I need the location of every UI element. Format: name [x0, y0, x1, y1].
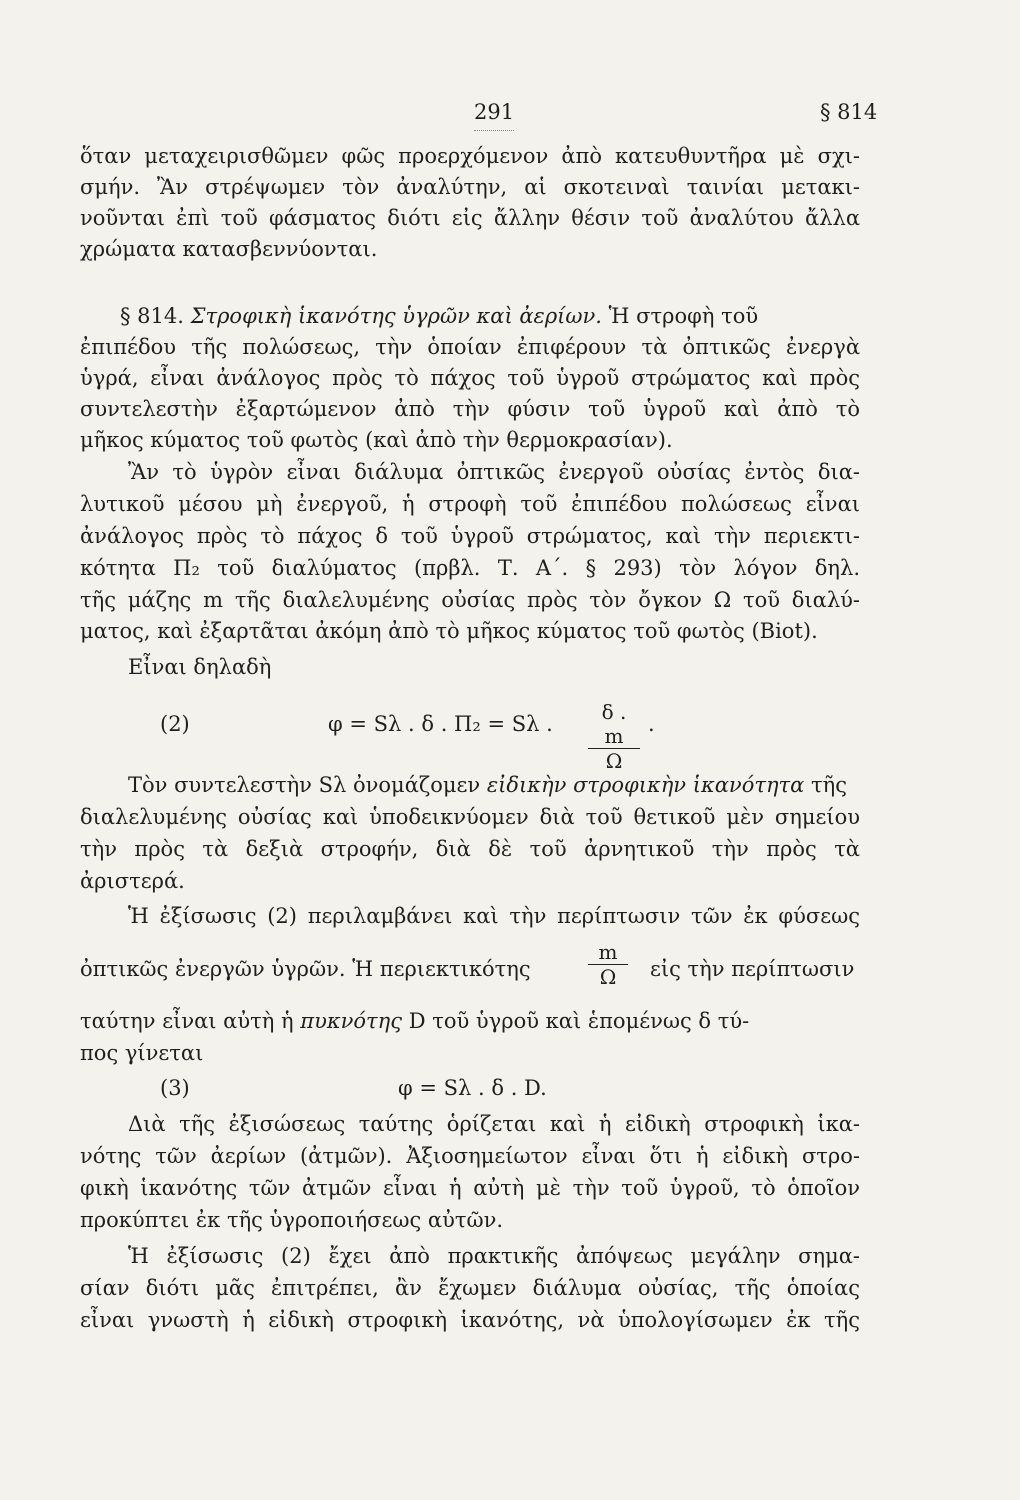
equation-end: . [648, 712, 655, 736]
equation-label: (2) [160, 712, 190, 736]
text-line: τῆς μάζης m τῆς διαλελυμένης οὐσίας πρὸς τὸν ὄγκον Ω τοῦ διαλύ- [80, 588, 860, 612]
text-line: Εἶναι δηλαδὴ [128, 655, 272, 679]
text-line: νοῦνται ἐπὶ τοῦ φάσματος διότι εἰς ἄλλην θέσιν τοῦ ἀναλύτου ἄλλα [80, 206, 860, 230]
text-line: ὀπτικῶς ἐνεργῶν ὑγρῶν. Ἡ περιεκτικότης [80, 957, 531, 981]
equation-label: (3) [160, 1076, 190, 1100]
text-line: νότης τῶν ἀερίων (ἀτμῶν). Ἀξιοσημείωτον εἶναι ὅτι ἡ εἰδικὴ στρο- [80, 1144, 860, 1168]
text-line: ἀριστερά. [80, 869, 185, 893]
text-line: ἀνάλογος πρὸς τὸ πάχος δ τοῦ ὑγροῦ στρώματος, καὶ τὴν περιεκτι- [80, 524, 860, 548]
text-line: ἐπιπέδου τῆς πολώσεως, τὴν ὁποίαν ἐπιφέρουν τὰ ὀπτικῶς ἐνεργὰ [80, 335, 860, 359]
italic-term: εἰδικὴν στροφικὴν ἱκανότητα [486, 773, 805, 797]
text-line: εἰς τὴν περίπτωσιν [650, 957, 855, 981]
text-line: Ἡ ἐξίσωσις (2) περιλαμβάνει καὶ τὴν περίπτωσιν τῶν ἐκ φύσεως [128, 904, 860, 928]
equation-2: φ = Sλ . δ . Π₂ = Sλ . [328, 712, 553, 736]
section-mark: § 814 [820, 100, 878, 124]
text-line: σμήν. Ἂν στρέψωμεν τὸν ἀναλύτην, αἱ σκοτειναὶ ταινίαι μετακι- [80, 175, 860, 199]
inline-fraction [588, 940, 628, 989]
equation-fraction [588, 700, 640, 773]
text-line: Διὰ τῆς ἐξισώσεως ταύτης ὁρίζεται καὶ ἡ εἰδικὴ στροφικὴ ἱκα- [128, 1112, 860, 1136]
text-line: τὴν πρὸς τὰ δεξιὰ στροφήν, διὰ δὲ τοῦ ἀρνητικοῦ τὴν πρὸς τὰ [80, 837, 860, 861]
text-line: συντελεστὴν ἐξαρτώμενον ἀπὸ τὴν φύσιν τοῦ ὑγροῦ καὶ ἀπὸ τὸ [80, 397, 860, 421]
section-title: Στροφικὴ ἱκανότης ὑγρῶν καὶ ἀερίων. [190, 304, 602, 328]
text-line: κότητα Π₂ τοῦ διαλύματος (πρβλ. Τ. Α΄. § 293) τὸν λόγον δηλ. [80, 556, 860, 580]
text-line: Ἂν τὸ ὑγρὸν εἶναι διάλυμα ὀπτικῶς ἐνεργοῦ οὐσίας ἐντὸς δια- [128, 460, 860, 484]
text-run: Ἡ στροφὴ τοῦ [608, 304, 759, 328]
text-line: χρώματα κατασβεννύονται. [80, 237, 378, 261]
fraction-denominator: Ω [605, 749, 623, 773]
section-heading-line [80, 302, 860, 330]
text-line: διαλελυμένης οὐσίας καὶ ὑποδεικνύομεν διὰ τοῦ θετικοῦ μὲν σημείου [80, 805, 860, 829]
text-line: μῆκος κύματος τοῦ φωτὸς (καὶ ἀπὸ τὴν θερμοκρασίαν). [80, 428, 673, 452]
text-line: εἶναι γνωστὴ ἡ εἰδικὴ στροφικὴ ἱκανότης, νὰ ὑπολογίσωμεν ἐκ τῆς [80, 1308, 860, 1332]
page-header [0, 100, 1020, 140]
text-line: Ἡ ἐξίσωσις (2) ἔχει ἀπὸ πρακτικῆς ἀπόψεως μεγάλην σημα- [128, 1244, 860, 1268]
fraction-denominator: Ω [599, 965, 617, 989]
text-line: φικὴ ἱκανότης τῶν ἀτμῶν εἶναι ἡ αὐτὴ μὲ τὴν τοῦ ὑγροῦ, τὸ ὁποῖον [80, 1176, 860, 1200]
text-run: D τοῦ ὑγροῦ καὶ ἑπομένως δ τύ- [408, 1009, 750, 1033]
text-line: πος γίνεται [80, 1041, 204, 1065]
italic-term: πυκνότης [300, 1009, 402, 1033]
text-line [128, 771, 860, 799]
text-line: λυτικοῦ μέσου μὴ ἐνεργοῦ, ἡ στροφὴ τοῦ ἐπιπέδου πολώσεως εἶναι [80, 492, 860, 516]
equation-3: φ = Sλ . δ . D. [398, 1076, 547, 1100]
text-run: τῆς [811, 773, 847, 797]
fraction-numerator: δ . m [588, 700, 640, 749]
page-number: 291 [474, 100, 514, 131]
text-line: ὑγρά, εἶναι ἀνάλογος πρὸς τὸ πάχος τοῦ ὑγροῦ στρώματος καὶ πρὸς [80, 366, 860, 390]
text-run: Τὸν συντελεστὴν Sλ ὀνομάζομεν [128, 773, 481, 797]
fraction-numerator: m [588, 940, 628, 965]
text-line: προκύπτει ἐκ τῆς ὑγροποιήσεως αὐτῶν. [80, 1208, 504, 1232]
text-line [80, 1007, 860, 1035]
text-line: ματος, καὶ ἐξαρτᾶται ἀκόμη ἀπὸ τὸ μῆκος κύματος τοῦ φωτὸς (Biot). [80, 619, 818, 643]
text-line: σίαν διότι μᾶς ἐπιτρέπει, ἂν ἔχωμεν διάλυμα οὐσίας, τῆς ὁποίας [80, 1276, 860, 1300]
text-line: ὅταν μεταχειρισθῶμεν φῶς προερχόμενον ἀπὸ κατευθυντῆρα μὲ σχι- [80, 144, 860, 168]
section-number: § 814. [120, 304, 184, 328]
text-run: ταύτην εἶναι αὐτὴ ἡ [80, 1009, 294, 1033]
